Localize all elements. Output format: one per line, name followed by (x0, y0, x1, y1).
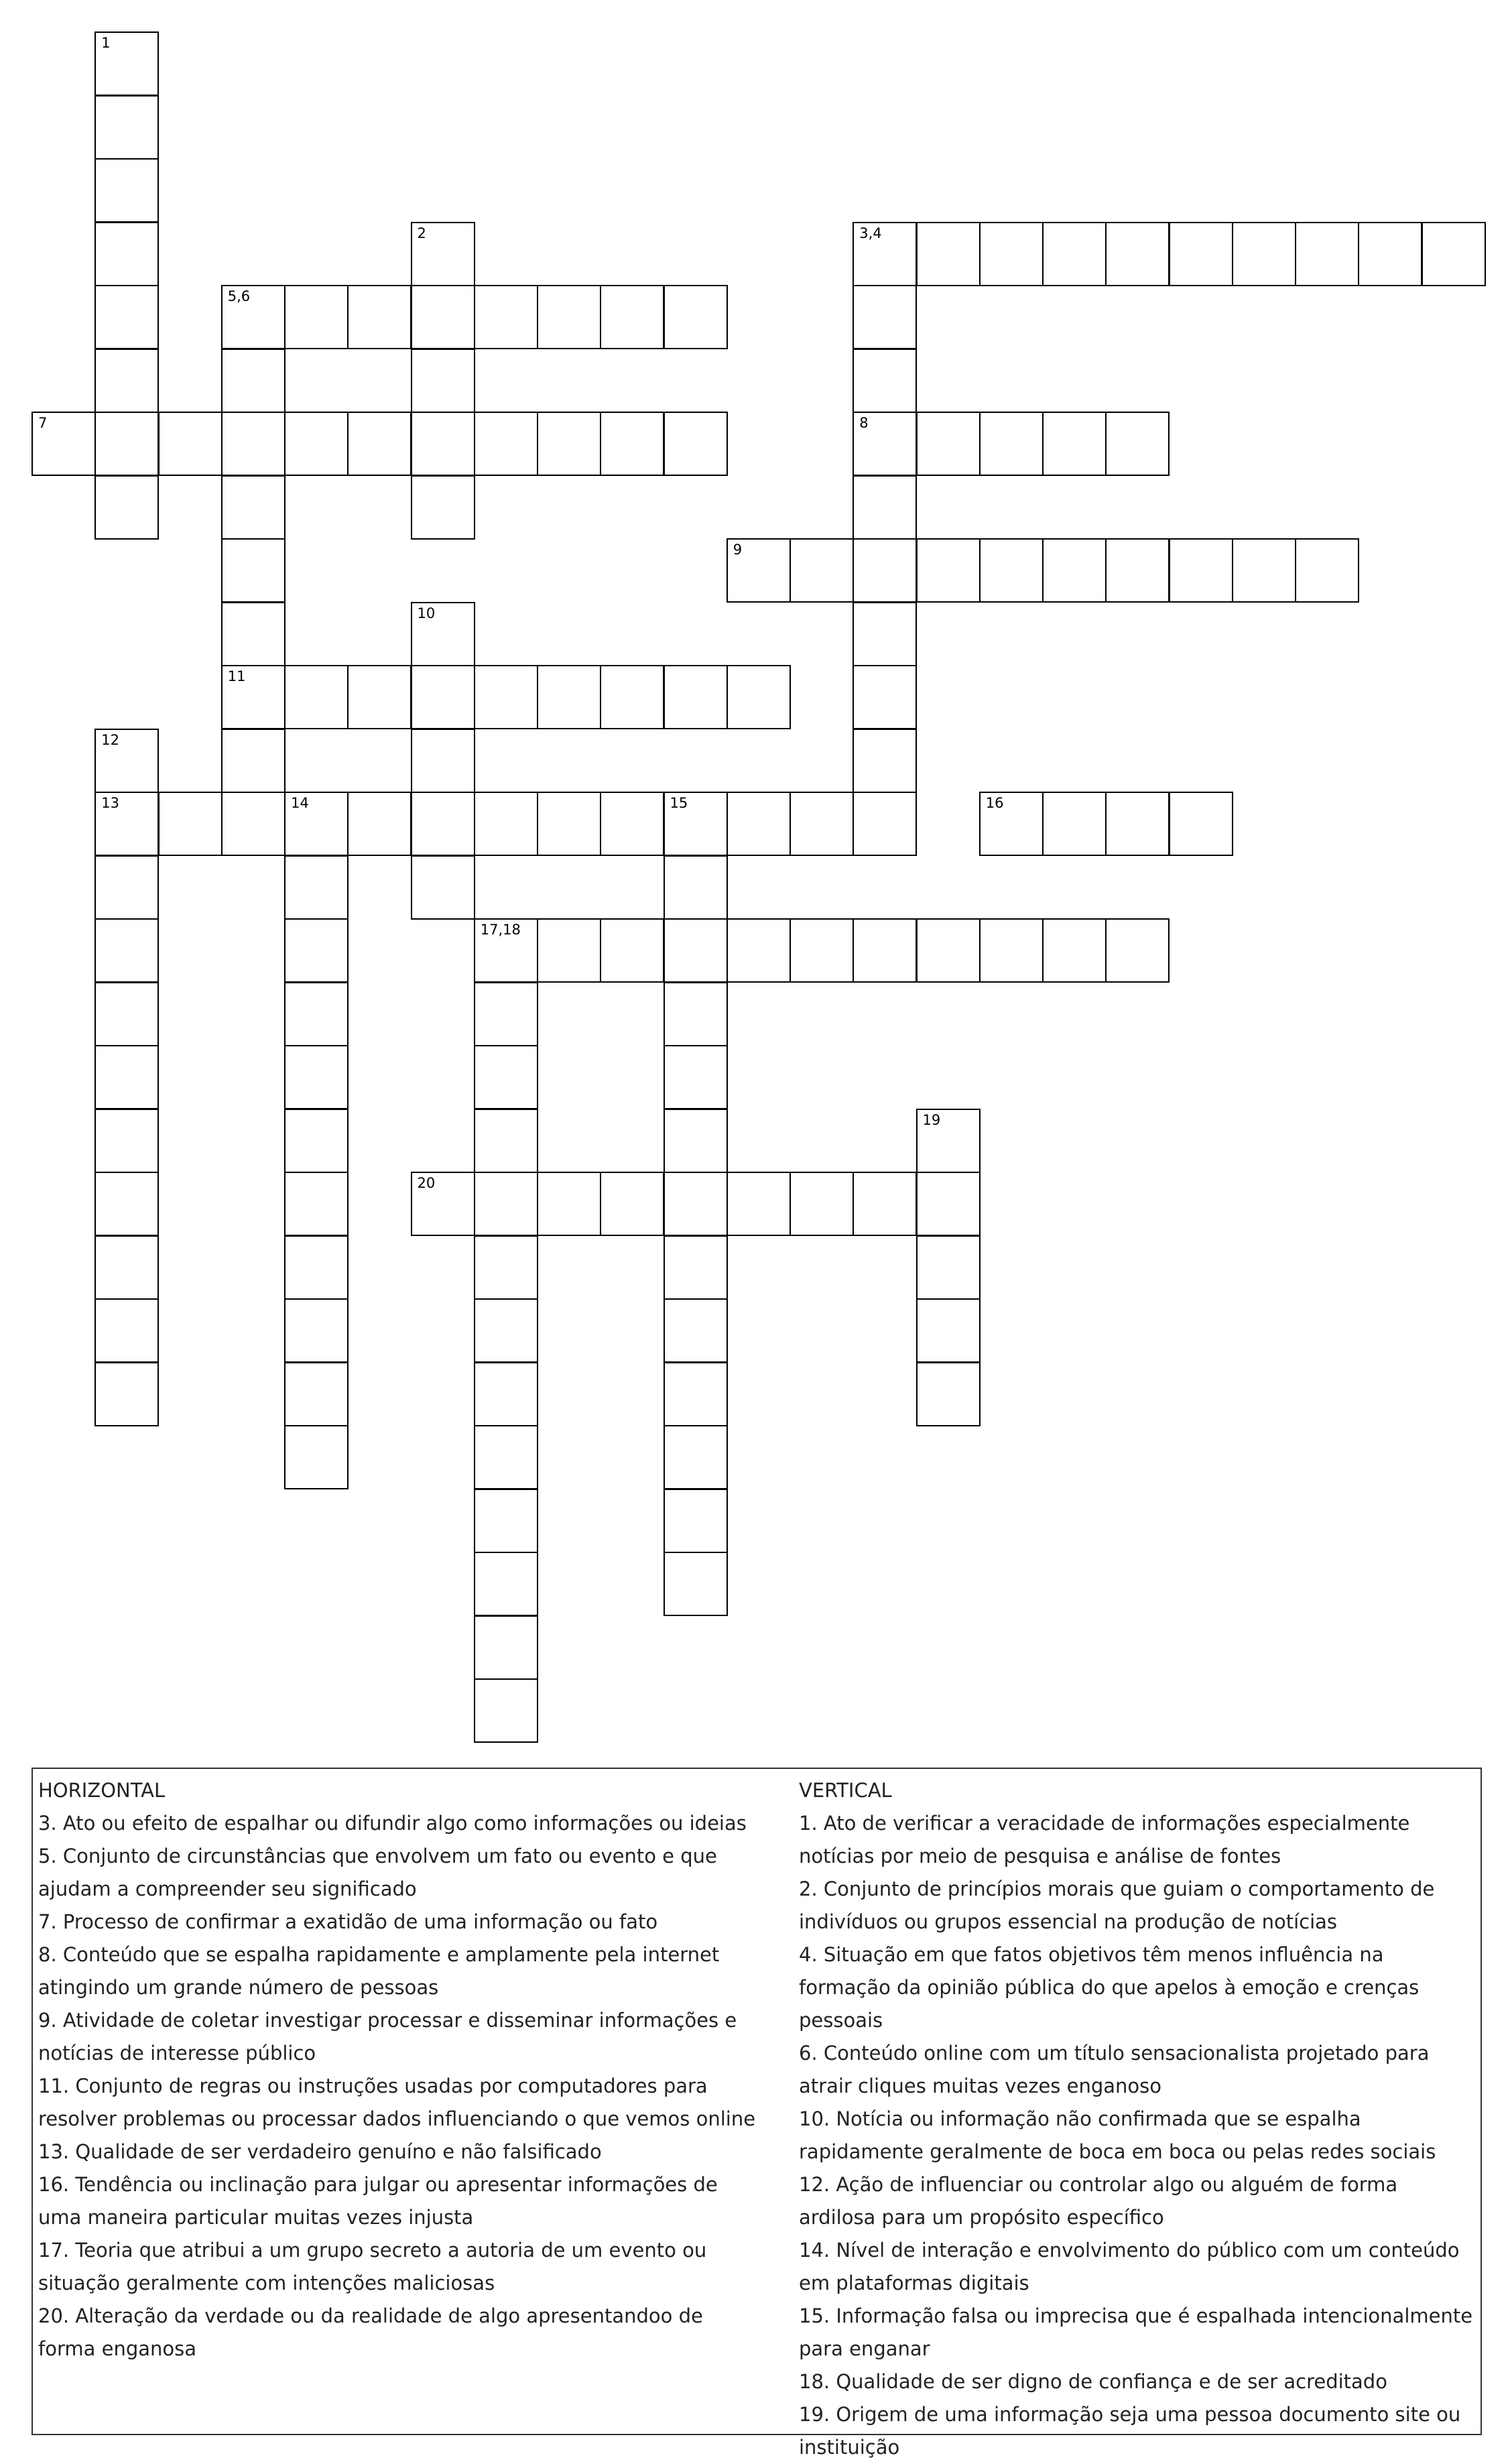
grid-cell[interactable] (158, 412, 223, 476)
grid-cell[interactable] (600, 918, 664, 983)
grid-cell[interactable] (411, 412, 475, 476)
grid-cell[interactable] (1105, 918, 1170, 983)
grid-cell[interactable] (284, 855, 349, 920)
clue-number: 15 (670, 795, 688, 811)
clue-h17: 17. Teoria que atribui a um grupo secreto a autoria de um evento ou situação geralmente com intenções maliciosas (38, 2239, 707, 2294)
grid-cell[interactable] (664, 1045, 728, 1109)
grid-cell[interactable] (94, 1298, 159, 1363)
grid-cell[interactable] (474, 1172, 538, 1236)
clues-box (32, 1768, 1482, 2459)
vertical-heading: VERTICAL (799, 1779, 892, 1802)
grid-cell[interactable] (979, 412, 1044, 476)
grid-cell[interactable] (474, 285, 538, 349)
grid-cell[interactable] (474, 1678, 538, 1743)
clue-v14: 14. Nível de interação e envolvimento do público com um conteúdo em plataformas digitais (799, 2239, 1460, 2294)
grid-cell[interactable] (94, 1045, 159, 1109)
clue-number: 7 (38, 415, 48, 431)
grid-cell[interactable] (979, 792, 1044, 856)
grid-cell[interactable] (853, 1172, 917, 1236)
grid-cell[interactable] (979, 222, 1044, 286)
grid-cell[interactable] (664, 855, 728, 920)
grid-cell[interactable] (94, 792, 159, 856)
clue-number: 13 (101, 795, 119, 811)
grid-cell[interactable] (474, 1615, 538, 1680)
grid-cell[interactable] (221, 285, 286, 349)
grid-cell[interactable] (1169, 222, 1233, 286)
grid-cell[interactable] (1358, 222, 1422, 286)
grid-cell[interactable] (284, 1045, 349, 1109)
grid-cell[interactable] (600, 285, 664, 349)
grid-cell[interactable] (284, 982, 349, 1046)
grid-cell[interactable] (1042, 222, 1107, 286)
clue-v12: 12. Ação de influenciar ou controlar algo ou alguém de forma ardilosa para um propósito específico (799, 2173, 1398, 2229)
grid-cell[interactable] (664, 792, 728, 856)
grid-cell[interactable] (94, 1362, 159, 1426)
grid-cell[interactable] (916, 1235, 981, 1300)
grid-cell[interactable] (284, 1172, 349, 1236)
grid-cell[interactable] (94, 349, 159, 413)
grid-cell[interactable] (94, 855, 159, 920)
grid-cell[interactable] (94, 158, 159, 223)
grid-cell[interactable] (94, 918, 159, 983)
grid-cell[interactable] (94, 729, 159, 793)
clue-number: 5,6 (227, 288, 251, 304)
grid-cell[interactable] (537, 918, 601, 983)
grid-cell[interactable] (474, 1552, 538, 1616)
grid-cell[interactable] (727, 665, 791, 729)
grid-cell[interactable] (916, 222, 981, 286)
grid-cell[interactable] (853, 222, 917, 286)
grid-cell[interactable] (474, 1425, 538, 1489)
grid-cell[interactable] (1042, 918, 1107, 983)
grid-cell[interactable] (474, 1298, 538, 1363)
clue-v18: 18. Qualidade de ser digno de confiança e de ser acreditado (799, 2370, 1387, 2393)
grid-cell[interactable] (1042, 412, 1107, 476)
grid-cell[interactable] (284, 285, 349, 349)
clue-v19: 19. Origem de uma informação seja uma pessoa documento site ou instituição (799, 2403, 1461, 2459)
grid-cell[interactable] (916, 1172, 981, 1236)
grid-cell[interactable] (284, 412, 349, 476)
grid-cell[interactable] (1105, 538, 1170, 603)
grid-cell[interactable] (664, 285, 728, 349)
grid-cell[interactable] (221, 349, 286, 413)
grid-cell[interactable] (664, 1552, 728, 1616)
grid-cell[interactable] (790, 918, 854, 983)
grid-cell[interactable] (474, 665, 538, 729)
grid-cell[interactable] (916, 1362, 981, 1426)
grid-cell[interactable] (916, 1109, 981, 1173)
clue-v2: 2. Conjunto de princípios morais que guiam o comportamento de indivíduos ou grupos essencial na produção de notícias (799, 1877, 1435, 1933)
clue-number: 8 (859, 415, 869, 431)
clue-v10: 10. Notícia ou informação não confirmada que se espalha rapidamente geralmente de boca em boca ou pelas redes sociais (799, 2107, 1436, 2163)
grid-cell[interactable] (221, 412, 286, 476)
grid-cell[interactable] (1232, 222, 1296, 286)
grid-cell[interactable] (1295, 538, 1359, 603)
grid-cell[interactable] (474, 1489, 538, 1553)
grid-cell[interactable] (221, 475, 286, 540)
grid-cell[interactable] (221, 538, 286, 603)
grid-cell[interactable] (727, 1172, 791, 1236)
grid-cell[interactable] (600, 665, 664, 729)
clue-number: 10 (417, 605, 436, 621)
clue-v6: 6. Conteúdo online com um título sensacionalista projetado para atrair cliques muitas vezes enganoso (799, 2042, 1430, 2097)
grid-cell[interactable] (94, 412, 159, 476)
grid-cell[interactable] (979, 538, 1044, 603)
grid-cell[interactable] (664, 1172, 728, 1236)
grid-cell[interactable] (727, 538, 791, 603)
grid-cell[interactable] (790, 1172, 854, 1236)
grid-cell[interactable] (347, 285, 412, 349)
grid-cell[interactable] (94, 32, 159, 96)
clue-h11: 11. Conjunto de regras ou instruções usadas por computadores para resolver problemas ou processar dados influenciando o que vemos online (38, 2075, 756, 2130)
grid-cell[interactable] (916, 1298, 981, 1363)
grid-cell[interactable] (537, 1172, 601, 1236)
grid-cell[interactable] (916, 918, 981, 983)
grid-cell[interactable] (284, 1362, 349, 1426)
clue-number: 11 (227, 668, 246, 684)
clue-h20: 20. Alteração da verdade ou da realidade de algo apresentandoo de forma enganosa (38, 2304, 703, 2360)
grid-cell[interactable] (1105, 222, 1170, 286)
grid-cell[interactable] (284, 792, 349, 856)
grid-cell[interactable] (664, 1362, 728, 1426)
grid-cell[interactable] (537, 665, 601, 729)
grid-cell[interactable] (979, 918, 1044, 983)
grid-cell[interactable] (284, 1425, 349, 1489)
grid-cell[interactable] (474, 982, 538, 1046)
grid-cell[interactable] (94, 1109, 159, 1173)
grid-cell[interactable] (853, 349, 917, 413)
grid-cell[interactable] (474, 412, 538, 476)
grid-cell[interactable] (1042, 792, 1107, 856)
grid-cell[interactable] (94, 285, 159, 349)
grid-cell[interactable] (94, 1172, 159, 1236)
grid-cell[interactable] (1169, 792, 1233, 856)
clue-number: 9 (733, 542, 743, 558)
grid-cell[interactable] (411, 1172, 475, 1236)
clue-h3: 3. Ato ou efeito de espalhar ou difundir algo como informações ou ideias (38, 1812, 747, 1835)
grid-cell[interactable] (284, 665, 349, 729)
grid-cell[interactable] (853, 602, 917, 666)
clue-v15: 15. Informação falsa ou imprecisa que é espalhada intencionalmente para enganar (799, 2304, 1473, 2360)
grid-cell[interactable] (474, 1235, 538, 1300)
grid-cell[interactable] (158, 792, 223, 856)
clue-number: 3,4 (859, 225, 882, 241)
grid-cell[interactable] (221, 665, 286, 729)
grid-cell[interactable] (916, 412, 981, 476)
grid-cell[interactable] (664, 1298, 728, 1363)
grid-cell[interactable] (600, 1172, 664, 1236)
clue-number: 20 (417, 1175, 436, 1191)
grid-cell[interactable] (411, 602, 475, 666)
clue-h13: 13. Qualidade de ser verdadeiro genuíno e não falsificado (38, 2140, 602, 2163)
grid-cell[interactable] (853, 665, 917, 729)
grid-cell[interactable] (1105, 412, 1170, 476)
grid-cell[interactable] (411, 349, 475, 413)
grid-cell[interactable] (853, 792, 917, 856)
grid-cell[interactable] (1295, 222, 1359, 286)
grid-cell[interactable] (284, 918, 349, 983)
grid-cell[interactable] (94, 982, 159, 1046)
grid-cell[interactable] (411, 729, 475, 793)
clue-h16: 16. Tendência ou inclinação para julgar ou apresentar informações de uma maneira particular muitas vezes injusta (38, 2173, 718, 2229)
grid-cell[interactable] (664, 982, 728, 1046)
grid-cell[interactable] (94, 95, 159, 160)
grid-cell[interactable] (411, 475, 475, 540)
grid-cell[interactable] (916, 538, 981, 603)
grid-cell[interactable] (1105, 792, 1170, 856)
grid-cell[interactable] (790, 538, 854, 603)
grid-cell[interactable] (474, 1362, 538, 1426)
clue-number: 14 (291, 795, 309, 811)
grid-cell[interactable] (600, 792, 664, 856)
clue-h8: 8. Conteúdo que se espalha rapidamente e amplamente pela internet atingindo um grande número de pessoas (38, 1943, 720, 1999)
clue-number: 1 (101, 35, 111, 51)
grid-cell[interactable] (1042, 538, 1107, 603)
grid-cell[interactable] (664, 918, 728, 983)
grid-cell[interactable] (94, 1235, 159, 1300)
grid-cell[interactable] (347, 665, 412, 729)
grid-cell[interactable] (347, 412, 412, 476)
grid-cell[interactable] (664, 1489, 728, 1553)
grid-cell[interactable] (853, 412, 917, 476)
grid-cell[interactable] (790, 792, 854, 856)
grid-cell[interactable] (284, 1109, 349, 1173)
grid-cell[interactable] (94, 475, 159, 540)
grid-cell[interactable] (727, 918, 791, 983)
grid-cell[interactable] (411, 855, 475, 920)
clue-number: 12 (101, 731, 119, 748)
vertical-clues (799, 1774, 1476, 2464)
clue-v4: 4. Situação em que fatos objetivos têm menos influência na formação da opinião pública do que apelos à emoção e crenças pessoais (799, 1943, 1420, 2032)
grid-cell[interactable] (474, 792, 538, 856)
horizontal-clues (38, 1774, 762, 2365)
grid-cell[interactable] (347, 792, 412, 856)
grid-cell[interactable] (853, 918, 917, 983)
grid-cell[interactable] (411, 285, 475, 349)
clue-h7: 7. Processo de confirmar a exatidão de uma informação ou fato (38, 1910, 658, 1933)
grid-cell[interactable] (664, 1425, 728, 1489)
grid-cell[interactable] (411, 792, 475, 856)
grid-cell[interactable] (474, 918, 538, 983)
grid-cell[interactable] (474, 1109, 538, 1173)
grid-cell[interactable] (1422, 222, 1486, 286)
grid-cell[interactable] (537, 285, 601, 349)
grid-cell[interactable] (32, 412, 96, 476)
clue-number: 2 (417, 225, 426, 241)
grid-cell[interactable] (284, 1235, 349, 1300)
clue-h9: 9. Atividade de coletar investigar processar e disseminar informações e notícias de interesse público (38, 2009, 737, 2065)
grid-cell[interactable] (664, 665, 728, 729)
clue-number: 19 (922, 1111, 941, 1128)
grid-cell[interactable] (474, 1045, 538, 1109)
grid-cell[interactable] (94, 222, 159, 286)
grid-cell[interactable] (664, 1109, 728, 1173)
grid-cell[interactable] (664, 1235, 728, 1300)
grid-cell[interactable] (853, 475, 917, 540)
grid-cell[interactable] (411, 222, 475, 286)
grid-cell[interactable] (853, 285, 917, 349)
clue-v1: 1. Ato de verificar a veracidade de informações especialmente notícias por meio de pesquisa e análise de fontes (799, 1812, 1410, 1867)
grid-cell[interactable] (221, 792, 286, 856)
clue-number: 17,18 (480, 922, 521, 938)
grid-cell[interactable] (727, 792, 791, 856)
grid-cell[interactable] (853, 729, 917, 793)
grid-cell[interactable] (221, 729, 286, 793)
grid-cell[interactable] (411, 665, 475, 729)
horizontal-heading: HORIZONTAL (38, 1779, 166, 1802)
grid-cell[interactable] (284, 1298, 349, 1363)
clue-h5: 5. Conjunto de circunstâncias que envolvem um fato ou evento e que ajudam a compreender seu significado (38, 1845, 717, 1900)
grid-cell[interactable] (853, 538, 917, 603)
grid-cell[interactable] (221, 602, 286, 666)
grid-cell[interactable] (1232, 538, 1296, 603)
grid-cell[interactable] (600, 412, 664, 476)
grid-cell[interactable] (537, 412, 601, 476)
grid-cell[interactable] (664, 412, 728, 476)
grid-cell[interactable] (537, 792, 601, 856)
grid-cell[interactable] (1169, 538, 1233, 603)
clue-number: 16 (985, 795, 1004, 811)
